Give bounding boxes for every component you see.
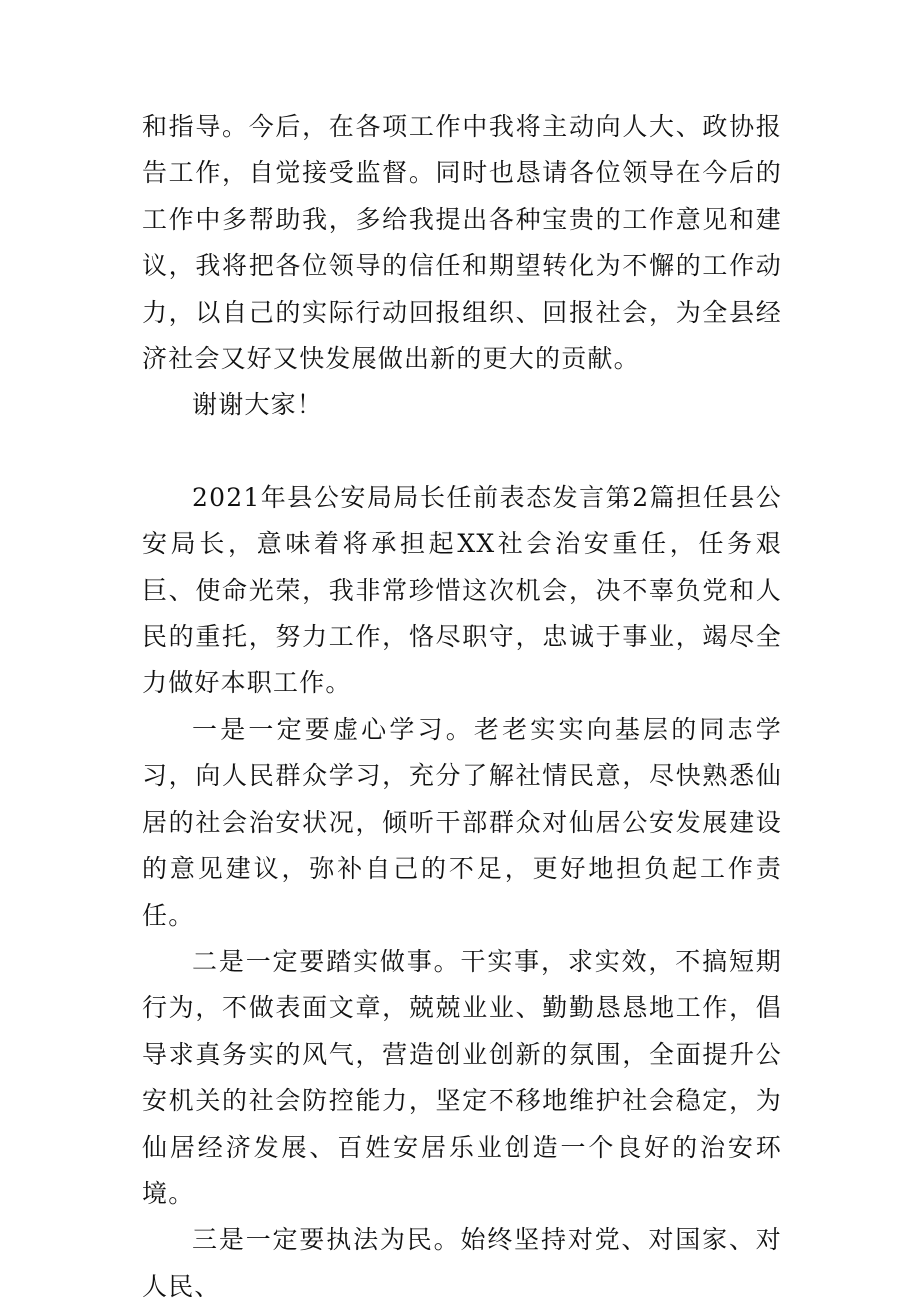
paragraph-point-three: 三是一定要执法为民。始终坚持对党、对国家、对人民、 bbox=[142, 1225, 782, 1301]
paragraph-thanks: 谢谢大家！ bbox=[192, 390, 324, 420]
paragraph-gap bbox=[142, 429, 782, 475]
paragraph-continued: 和指导。今后，在各项工作中我将主动向人大、政协报告工作，自觉接受监督。同时也恳请各位领导在今后的工作中多帮助我，多给我提出各种宝贵的工作意见和建议，我将把各位领导的信任和期望转化为不懈的工作动力，以自己的实际行动回报组织、回报社会，为全县经济社会又好又快发展做出新的更大的贡献。 bbox=[142, 112, 782, 374]
document-body bbox=[142, 104, 782, 1310]
paragraph-article-intro: 2021年县公安局局长任前表态发言第2篇担任县公安局长，意味着将承担起XX社会治安重任，任务艰巨、使命光荣，我非常珍惜这次机会，决不辜负党和人民的重托，努力工作，恪尽职守，忠诚于事业，竭尽全力做好本职工作。 bbox=[142, 482, 782, 698]
paragraph-point-two: 二是一定要踏实做事。干实事，求实效，不搞短期行为，不做表面文章，兢兢业业、勤勤恳恳地工作，倡导求真务实的风气，营造创业创新的氛围，全面提升公安机关的社会防控能力，坚定不移地维护社会稳定，为仙居经济发展、百姓安居乐业创造一个良好的治安环境。 bbox=[142, 946, 782, 1208]
paragraph-point-one: 一是一定要虚心学习。老老实实向基层的同志学习，向人民群众学习，充分了解社情民意，尽快熟悉仙居的社会治安状况，倾听干部群众对仙居公安发展建设的意见建议，弥补自己的不足，更好地担负起工作责任。 bbox=[142, 714, 782, 930]
